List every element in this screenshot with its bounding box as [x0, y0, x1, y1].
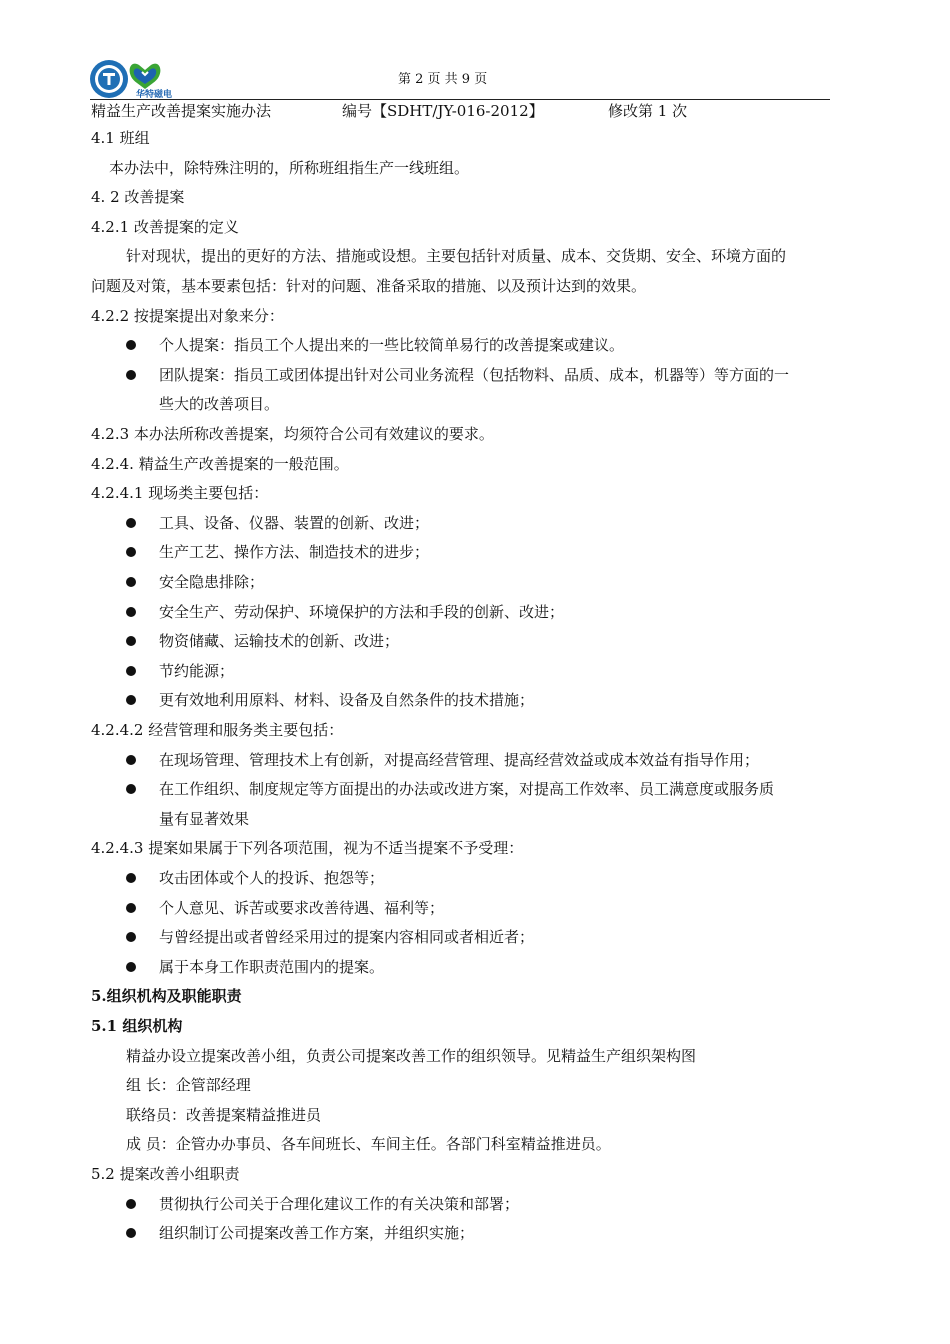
bullet-icon: [126, 873, 136, 883]
bullet-item: 属于本身工作职责范围内的提案。: [159, 957, 385, 976]
bullet-item: 贯彻执行公司关于合理化建议工作的有关决策和部署；: [159, 1194, 520, 1213]
bullet-item: 更有效地利用原料、材料、设备及自然条件的技术措施；: [159, 691, 535, 710]
paragraph-line: 成 员：企管办办事员、各车间班长、车间主任。各部门科室精益推进员。: [126, 1135, 611, 1154]
bullet-icon: [126, 547, 136, 557]
paragraph-line: 本办法中，除特殊注明的，所称班组指生产一线班组。: [109, 158, 470, 177]
bullet-item: 工具、设备、仪器、装置的创新、改进；: [159, 513, 430, 532]
bullet-icon: [126, 340, 136, 350]
paragraph-line: 4. 2 改善提案: [91, 188, 185, 207]
page-indicator: 第 2 页 共 9 页: [398, 72, 488, 87]
bullet-icon: [126, 755, 136, 765]
paragraph-line: 量有显著效果: [159, 809, 250, 828]
document-number: 编号【SDHT/JY-016-2012】: [342, 102, 544, 120]
bullet-item: 与曾经提出或者曾经采用过的提案内容相同或者相近者；: [159, 928, 535, 947]
document-title: 精益生产改善提案实施办法: [91, 102, 272, 120]
bullet-item: 在工作组织、制度规定等方面提出的办法或改进方案，对提高工作效率、员工满意度或服务质: [159, 780, 775, 799]
bullet-icon: [126, 903, 136, 913]
paragraph-line: 5.组织机构及职能职责: [91, 987, 242, 1006]
paragraph-line: 些大的改善项目。: [159, 395, 280, 414]
bullet-icon: [126, 370, 136, 380]
paragraph-line: 精益办设立提案改善小组，负责公司提案改善工作的组织领导。见精益生产组织架构图: [126, 1046, 697, 1065]
paragraph-line: 问题及对策，基本要素包括：针对的问题、准备采取的措施、以及预计达到的效果。: [91, 277, 647, 295]
bullet-item: 生产工艺、操作方法、制造技术的进步；: [159, 543, 430, 562]
bullet-item: 组织制订公司提案改善工作方案，并组织实施；: [159, 1224, 475, 1243]
bullet-icon: [126, 784, 136, 794]
paragraph-line: 4.2.4.2 经营管理和服务类主要包括：: [91, 721, 344, 739]
bullet-icon: [126, 666, 136, 676]
bullet-item: 物资储藏、运输技术的创新、改进；: [159, 632, 400, 651]
bullet-icon: [126, 1199, 136, 1209]
paragraph-line: 4.2.3 本办法所称改善提案，均须符合公司有效建议的要求。: [91, 425, 494, 443]
bullet-icon: [126, 636, 136, 646]
bullet-item: 在现场管理、管理技术上有创新，对提高经营管理、提高经营效益或成本效益有指导作用；: [159, 750, 760, 769]
paragraph-line: 4.2.1 改善提案的定义: [91, 217, 239, 236]
paragraph-line: 4.2.2 按提案提出对象来分：: [91, 306, 284, 325]
bullet-icon: [126, 962, 136, 972]
paragraph-line: 针对现状，提出的更好的方法、措施或设想。主要包括针对质量、成本、交货期、安全、环境方面的: [126, 247, 787, 266]
bullet-item: 节约能源；: [159, 661, 235, 680]
bullet-icon: [126, 577, 136, 587]
paragraph-line: 组 长：企管部经理: [126, 1076, 251, 1095]
logo-brand-text: 华特磁电: [136, 90, 173, 100]
bullet-item: 安全生产、劳动保护、环境保护的方法和手段的创新、改进；: [159, 602, 565, 621]
bullet-item: 团队提案：指员工或团体提出针对公司业务流程（包括物料、品质、成本，机器等）等方面的一: [159, 365, 790, 384]
bullet-icon: [126, 695, 136, 705]
bullet-item: 个人意见、诉苦或要求改善待遇、福利等；: [159, 898, 445, 917]
paragraph-line: 4.2.4.1 现场类主要包括：: [91, 484, 269, 503]
paragraph-line: 4.1 班组: [91, 129, 150, 147]
bullet-icon: [126, 518, 136, 528]
bullet-icon: [126, 607, 136, 617]
bullet-icon: [126, 932, 136, 942]
bullet-icon: [126, 1228, 136, 1238]
bullet-item: 个人提案：指员工个人提出来的一些比较简单易行的改善提案或建议。: [159, 336, 625, 355]
bullet-item: 攻击团体或个人的投诉、抱怨等；: [159, 869, 385, 887]
header-divider: [90, 99, 830, 100]
paragraph-line: 4.2.4. 精益生产改善提案的一般范围。: [91, 454, 349, 473]
bullet-item: 安全隐患排除；: [159, 573, 265, 591]
paragraph-line: 联络员：改善提案精益推进员: [126, 1105, 322, 1124]
paragraph-line: 5.2 提案改善小组职责: [91, 1165, 240, 1183]
paragraph-line: 4.2.4.3 提案如果属于下列各项范围，视为不适当提案不予受理：: [91, 839, 524, 858]
revision-number: 修改第 1 次: [608, 102, 688, 120]
paragraph-line: 5.1 组织机构: [91, 1017, 183, 1035]
